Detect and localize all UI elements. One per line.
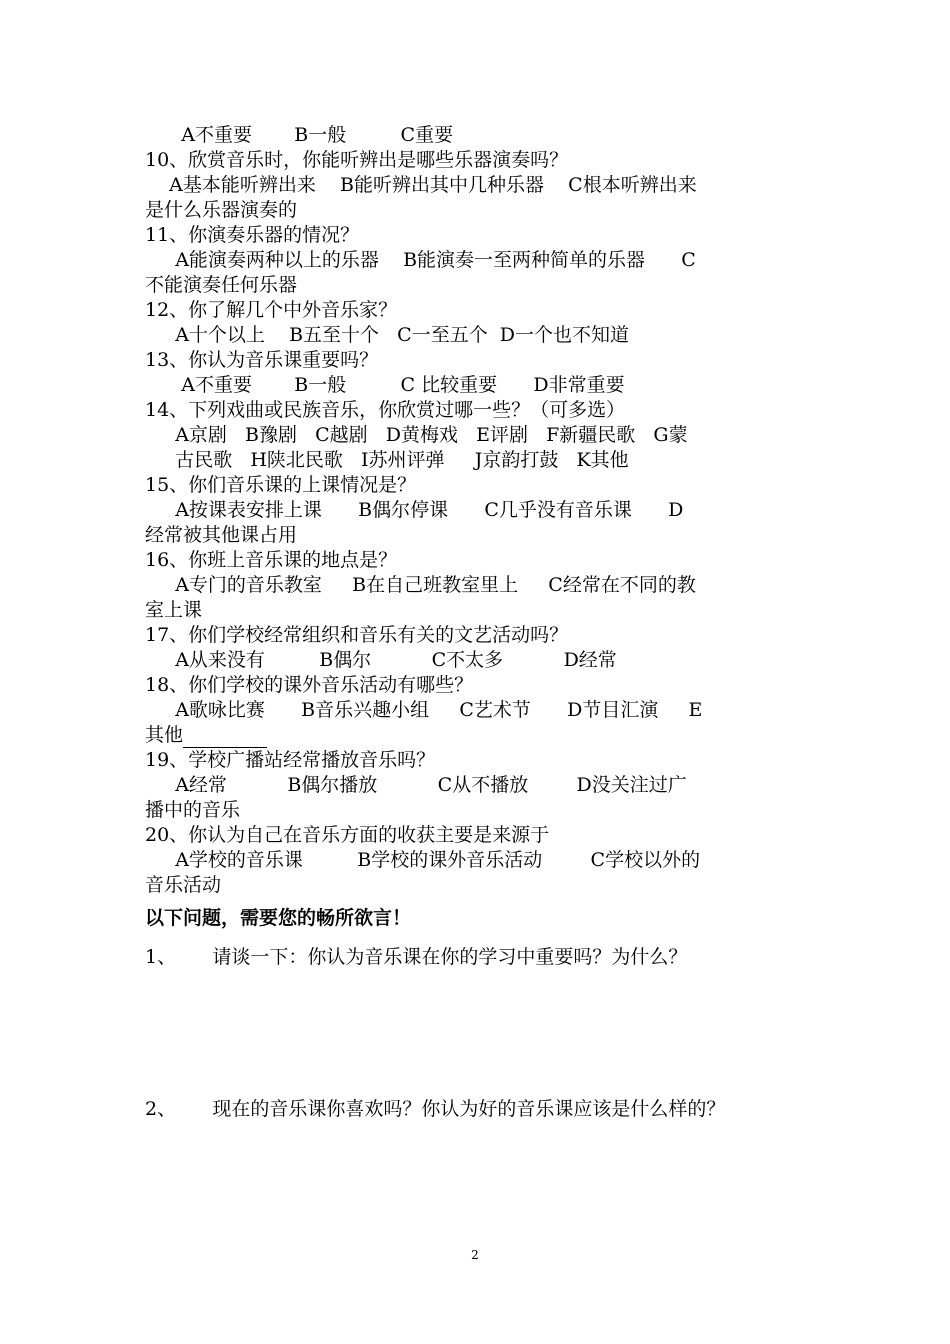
open-question-1: 1、 请谈一下：你认为音乐课在你的学习中重要吗？为什么？ — [145, 946, 688, 968]
q11-options-cont: 不能演奏任何乐器 — [145, 274, 298, 296]
q20-options-cont: 音乐活动 — [145, 874, 222, 896]
q19-options-cont: 播中的音乐 — [145, 799, 241, 821]
q14-options-cont: 古民歌 H陕北民歌 I苏州评弹 J京韵打鼓 K其他 — [145, 449, 629, 471]
fill-in-blank[interactable] — [183, 729, 267, 748]
q20-text: 20、你认为自己在音乐方面的收获主要是来源于 — [145, 824, 550, 846]
q13-text: 13、你认为音乐课重要吗？ — [145, 349, 379, 371]
q9-options: A不重要 B一般 C重要 — [145, 124, 454, 146]
q13-options: A不重要 B一般 C 比较重要 D非常重要 — [145, 374, 625, 396]
q14-options: A京剧 B豫剧 C越剧 D黄梅戏 E评剧 F新疆民歌 G蒙 — [145, 424, 688, 446]
q10-options: A基本能听辨出来 B能听辨出其中几种乐器 C根本听辨出来 — [145, 174, 697, 196]
q11-text: 11、你演奏乐器的情况？ — [145, 224, 360, 246]
q16-options-cont: 室上课 — [145, 599, 203, 621]
section-heading: 以下问题，需要您的畅所欲言！ — [145, 907, 412, 929]
q20-options: A学校的音乐课 B学校的课外音乐活动 C学校以外的 — [145, 849, 701, 871]
q16-options: A专门的音乐教室 B在自己班教室里上 C经常在不同的教 — [145, 574, 696, 596]
q15-options-cont: 经常被其他课占用 — [145, 524, 298, 546]
other-label: 其他 — [145, 724, 184, 746]
q12-text: 12、你了解几个中外音乐家？ — [145, 299, 398, 321]
q15-text: 15、你们音乐课的上课情况是？ — [145, 474, 417, 496]
q18-options-cont — [145, 723, 267, 748]
open-question-2: 2、 现在的音乐课你喜欢吗？你认为好的音乐课应该是什么样的？ — [145, 1098, 726, 1120]
q10-options-cont: 是什么乐器演奏的 — [145, 199, 298, 221]
q10-text: 10、欣赏音乐时，你能听辨出是哪些乐器演奏吗？ — [145, 149, 569, 171]
q19-text: 19、学校广播站经常播放音乐吗？ — [145, 749, 436, 771]
q12-options: A十个以上 B五至十个 C一至五个 D一个也不知道 — [145, 324, 630, 346]
q18-options: A歌咏比赛 B音乐兴趣小组 C艺术节 D节目汇演 E — [145, 699, 703, 721]
q16-text: 16、你班上音乐课的地点是？ — [145, 549, 398, 571]
q15-options: A按课表安排上课 B偶尔停课 C几乎没有音乐课 D — [145, 499, 684, 521]
q18-text: 18、你们学校的课外音乐活动有哪些？ — [145, 674, 474, 696]
q17-options: A从来没有 B偶尔 C不太多 D经常 — [145, 649, 617, 671]
q11-options: A能演奏两种以上的乐器 B能演奏一至两种简单的乐器 C — [145, 249, 696, 271]
q19-options: A经常 B偶尔播放 C从不播放 D没关注过广 — [145, 774, 687, 796]
q17-text: 17、你们学校经常组织和音乐有关的文艺活动吗？ — [145, 624, 569, 646]
q14-text: 14、下列戏曲或民族音乐，你欣赏过哪一些？（可多选） — [145, 399, 626, 421]
page-number: 2 — [471, 1248, 479, 1262]
